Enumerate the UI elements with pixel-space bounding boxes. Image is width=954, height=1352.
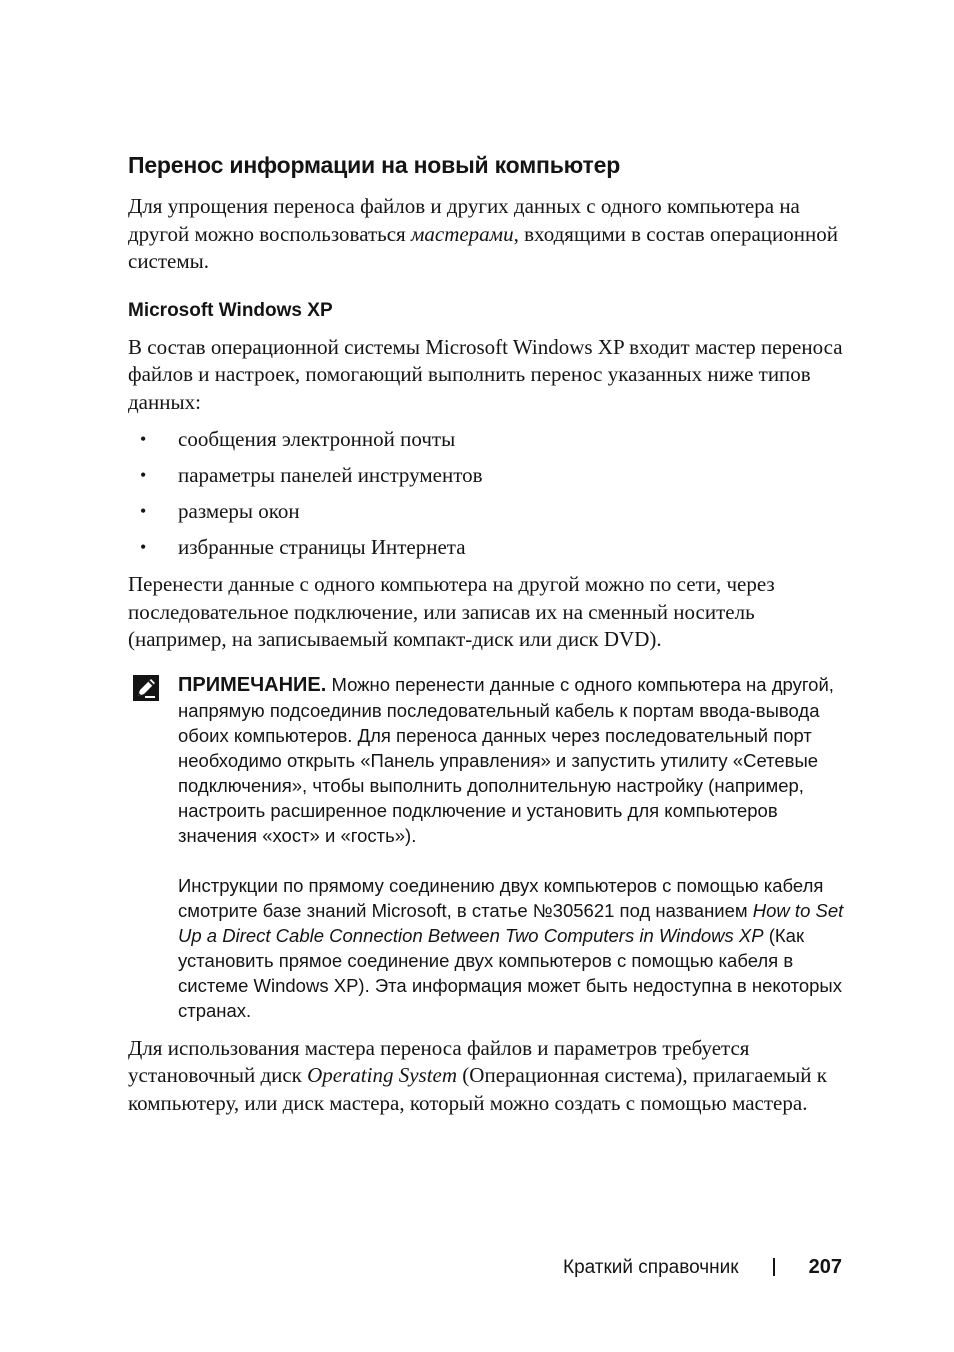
note-text-2-after: (Как установить прямое соединение двух компьютеров с помощью кабеля в системе Windows XP). Эта информация может быть недоступна в некоторых странах. bbox=[178, 924, 842, 1021]
list-item-text: параметры панелей инструментов bbox=[178, 463, 483, 487]
os-disk-text-before: Для использования мастера переноса файлов и параметров требуется установочный диск bbox=[128, 1035, 750, 1087]
list-item bbox=[128, 534, 858, 561]
note-article-title: How to Set Up a Direct Cable Connection Between Two Computers in Windows XP bbox=[178, 899, 844, 946]
note-label: ПРИМЕЧАНИЕ. bbox=[178, 673, 327, 696]
subsection-heading: Microsoft Windows XP bbox=[128, 299, 333, 321]
footer-divider bbox=[773, 1258, 775, 1276]
note-pencil-icon bbox=[132, 674, 160, 702]
data-types-list bbox=[128, 426, 858, 561]
intro-text-before: Для упрощения переноса файлов и других данных с одного компьютера на другой можно воспользоваться bbox=[128, 194, 800, 246]
os-disk-text-after: (Операционная система), прилагаемый к компьютеру, или диск мастера, который можно создать с помощью мастера. bbox=[128, 1063, 827, 1115]
paragraph-os-disk bbox=[128, 1035, 858, 1118]
page-footer bbox=[563, 1256, 842, 1279]
list-item-text: сообщения электронной почты bbox=[178, 427, 456, 451]
note-paragraph-2 bbox=[178, 873, 858, 1023]
note-block bbox=[128, 672, 858, 1023]
list-item bbox=[128, 426, 858, 453]
bullet-icon: • bbox=[140, 465, 147, 485]
list-item bbox=[128, 462, 858, 489]
bullet-icon: • bbox=[140, 537, 147, 557]
footer-section-title: Краткий справочник bbox=[563, 1257, 739, 1278]
list-item bbox=[128, 498, 858, 525]
section-heading: Перенос информации на новый компьютер bbox=[128, 152, 621, 178]
intro-text-after: , входящими в состав операционной системы. bbox=[128, 221, 838, 273]
page-number: 207 bbox=[808, 1256, 842, 1278]
note-paragraph-1 bbox=[178, 672, 858, 848]
note-text-2-before: Инструкции по прямому соединению двух компьютеров с помощью кабеля смотрите базе знаний Microsoft, в статье №305621 под названием bbox=[178, 874, 824, 921]
page-content bbox=[128, 152, 858, 1117]
list-item-text: размеры окон bbox=[178, 499, 300, 523]
bullet-icon: • bbox=[140, 501, 147, 521]
paragraph-windows-xp: В состав операционной системы Microsoft Windows XP входит мастер переноса файлов и настроек, помогающий выполнить перенос указанных ниже типов данных: bbox=[128, 334, 843, 414]
intro-paragraph bbox=[128, 193, 858, 276]
os-disk-emphasis: Operating System bbox=[307, 1063, 458, 1087]
paragraph-transfer-methods: Перенести данные с одного компьютера на другой можно по сети, через последовательное подключение, или записав их на сменный носитель (например, на записываемый компакт-диск или диск DVD). bbox=[128, 572, 775, 651]
bullet-icon: • bbox=[140, 429, 147, 449]
note-text-1: Можно перенести данные с одного компьютера на другой, напрямую подсоединив последовательный кабель к портам ввода-вывода обоих компьютеров. Для переноса данных через последовательный порт необходимо открыть «Панель управления» и запустить утилиту «Сетевые подключения», чтобы выполнить дополнительную настройку (например, настроить расширенное подключение и установить для компьютеров значения «хост» и «гость»). bbox=[178, 673, 834, 846]
list-item-text: избранные страницы Интернета bbox=[178, 535, 466, 559]
intro-emphasis: мастерами bbox=[410, 221, 514, 246]
